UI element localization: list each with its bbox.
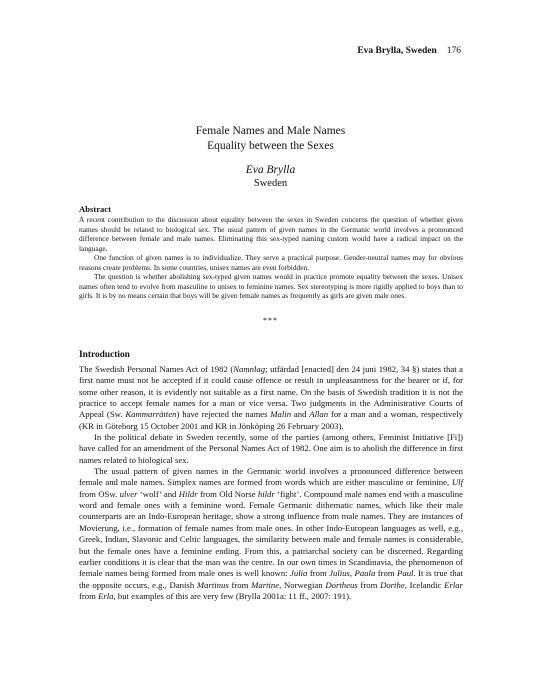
page-number: 176: [446, 46, 461, 56]
introduction-paragraph-3: The usual pattern of given names in the Germanic world involves a pronounced difference between female and male names. Simplex names are formed from words which are either masculine or feminine, Ulf from OSw. ulver ‘wolf’ and Hildr from Old Norse hildr ‘fight’. Compound male names end with a masculine word and female ones with a feminine word. Female Germanic dithematic names, which like their male counterparts are an Indo-European heritage, show a strong influence from male names. They are instances of Movierung, i.e., formation of female names from male ones. In other Indo-European languages as well, e.g., Greek, Indian, Slavonic and Celtic languages, the similarity between male and female names is considerable, but the female ones have a feminine ending. From this, a patriarchal society can be discerned. Regarding earlier conditions it is clear that the man was the centre. In our own times in Scandinavia, the phenomenon of female names being formed from male ones is well known: Julia from Julius, Paula from Paul. It is true that the opposite occurs, e.g., Danish Martinus from Martine, Norwegian Dortheus from Dorthe, Icelandic Erlar from Erla, but examples of this are very few (Brylla 2001a: 11 ff., 2007: 191).: [79, 466, 463, 601]
title-block: [0, 124, 541, 190]
author-affiliation: Sweden: [253, 178, 288, 189]
section-separator: ***: [263, 316, 278, 325]
introduction-paragraph-2: In the political debate in Sweden recently, some of the parties (among others, Feminist Initiative [Fi]) have called for an amendment of the Personal Names Act of 1982. One aim is to abolish the difference in first names related to biological sex.: [79, 432, 463, 465]
abstract-paragraph-2: One function of given names is to individualize. They serve a practical purpose. Gender-neutral names may for obvious reasons create problems. In some countries, unisex names are even forbidden.: [79, 253, 463, 272]
abstract-paragraph-1: A recent contribution to the discussion about equality between the sexes in Sweden concerns the question of whether given names should be related to biological sex. The usual pattern of given names in the Germanic world involves a pronounced difference between female and male names. Eliminating this sex-typed naming custom would have a radical impact on the language.: [79, 215, 463, 253]
paper-title-line-1: Female Names and Male Names: [195, 125, 346, 137]
introduction-section: [79, 350, 463, 602]
abstract-paragraph-3: The question is whether abolishing sex-typed given names would in practice promote equality between the sexes. Unisex names often tend to evolve from masculine to unisex to feminine names. Sex stereotyping is more rigidly applied to boys than to girls. It is by no means certain that boys will be given female names as frequently as girls are given male ones.: [79, 272, 463, 301]
abstract-section: [79, 204, 463, 301]
running-head-author: Eva Brylla, Sweden: [357, 46, 437, 56]
paper-title-line-2: Equality between the Sexes: [207, 139, 334, 152]
abstract-heading: Abstract: [79, 204, 111, 214]
author-name: Eva Brylla: [245, 164, 296, 176]
introduction-heading: Introduction: [79, 350, 130, 360]
running-head: [357, 46, 461, 56]
introduction-paragraph-1: The Swedish Personal Names Act of 1982 (Namnlag; utfärdad [enacted] den 24 juni 1982, 34 §) states that a first name must not be accepted if it could cause offence or result in unpleasantness for the bearer or if, for some other reason, it is evidently not suitable as a first name. On the basis of Swedish tradition it is not the practice to accept female names for a man or vice versa. Two judgments in the Administrative Courts of Appeal (Sw. Kammarrätten) have rejected the names Malin and Allan for a man and a woman, respectively (KR in Göteborg 15 October 2001 and KR in Jönköping 26 February 2003).: [79, 364, 463, 431]
